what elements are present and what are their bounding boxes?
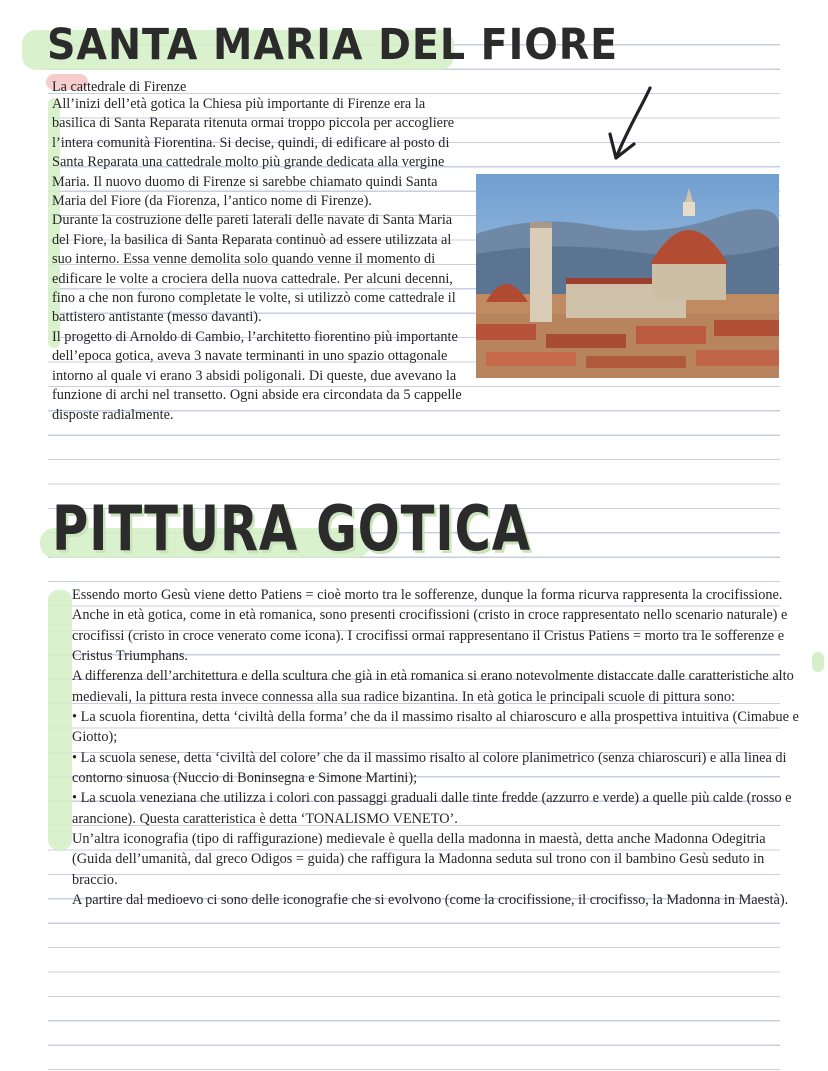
- paragraph: All’inizi dell’età gotica la Chiesa più importante di Firenze era la basilica di Santa Reparata ritenuta ormai troppo piccola per accogliere l’intera comunità Fiorentina. Si decise, quindi, di edificare al posto di Santa Reparata una cattedrale molto più grande dedicata alla vergine Maria. Il nuovo duomo di Firenze si sarebbe chiamato quindi Santa Maria del Fiore (da Fiorenza, l’antico nome di Firenze).: [52, 96, 455, 210]
- paragraph: Il progetto di Arnoldo di Cambio, l’architetto fiorentino più importante dell’epoca gotica, aveva 3 navate terminanti in uno spazio ottagonale intorno al quale vi erano 3 absidi poligonali. Di queste, due avevano la funzione di archi nel transetto. Ogni abside era circondata da 5 cappelle disposte radialmente.: [52, 328, 462, 423]
- hand-drawn-arrow-icon: [604, 84, 660, 164]
- cathedral-text: [52, 95, 466, 425]
- paragraph: Anche in età gotica, come in età romanica, sono presenti crocifissioni (cristo in croce rappresentato nello scenario naturale) e crocifissi (cristo in croce venerato come icona). I crocifissi ormai rappresentano il Cristus Patiens = morto tra le sofferenze e Cristus Triumphans.: [72, 607, 788, 665]
- section-title: PITTURA GOTICA: [52, 492, 531, 565]
- gothic-painting-text: [72, 585, 800, 911]
- bullet-item: • La scuola veneziana che utilizza i colori con passaggi graduali dalle tinte fredde (azzurro e verde) a quelle più calde (rosso e arancione). Questa caratteristica è detta ‘TONALISMO VENETO’.: [72, 790, 792, 827]
- right-margin-mark: [812, 652, 824, 672]
- paragraph: Essendo morto Gesù viene detto Patiens = cioè morto tra le sofferenze, dunque la forma ricurva rappresenta la crocifissione.: [72, 587, 783, 603]
- paragraph: Un’altra iconografia (tipo di raffigurazione) medievale è quella della madonna in maestà, detta anche Madonna Odegitria (Guida dell’umanità, dal greco Odigos = guida) che raffigura la Madonna seduta sul trono con il bambino Gesù seduto in braccio.: [72, 831, 766, 888]
- florence-cathedral-photo: [476, 174, 779, 378]
- bullet-item: • La scuola senese, detta ‘civiltà del colore’ che da il massimo risalto al colore planimetrico (senza chiaroscuri) e alla linea di contorno sinuosa (Nuccio di Boninsegna e Simone Martini);: [72, 749, 787, 787]
- paragraph: A partire dal medioevo ci sono delle iconografie che si evolvono (come la crocifissione, il crocifisso, la Madonna in Maestà).: [72, 892, 789, 909]
- subtitle: La cattedrale di Firenze: [52, 79, 187, 95]
- section2-highlight: [48, 590, 72, 850]
- paragraph: Durante la costruzione delle pareti laterali delle navate di Santa Maria del Fiore, la basilica di Santa Reparata continuò ad essere utilizzata al suo interno. Essa venne demolita solo quando venne il momento di edificare le volte a crociera della nuova cattedrale. Per alcuni decenni, fino a che non furono completate le volte, si utilizzò come cattedrale il battistero antistante (messo davanti).: [52, 212, 456, 326]
- bullet-item: • La scuola fiorentina, detta ‘civiltà della forma’ che da il massimo risalto al chiaroscuro e alla prospettiva intuitiva (Cimabue e Giotto);: [72, 709, 799, 746]
- page-title: SANTA MARIA DEL FIORE: [47, 20, 619, 70]
- paragraph: A differenza dell’architettura e della scultura che già in età romanica si erano notevolmente distaccate dalle caratteristiche alto medievali, la pittura resta invece connessa alla sua radice bizantina. In età gotica le principali scuole di pittura sono:: [72, 668, 794, 705]
